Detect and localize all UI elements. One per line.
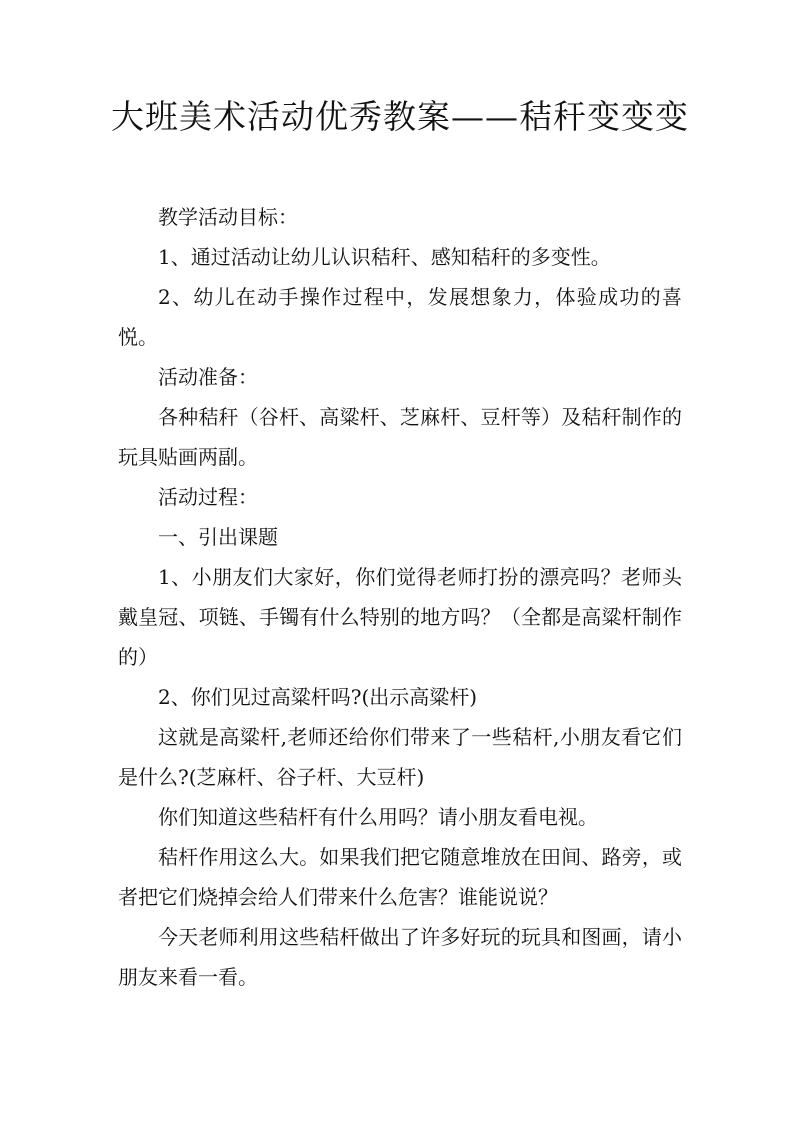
process-paragraph: 秸杆作用这么大。如果我们把它随意堆放在田间、路旁，或者把它们烧掉会给人们带来什么危害？谁能说说？ <box>118 845 682 909</box>
process-paragraph: 今天老师利用这些秸杆做出了许多好玩的玩具和图画，请小朋友来看一看。 <box>118 925 682 989</box>
section-heading-process: 活动过程： <box>158 485 258 509</box>
section-heading-preparation: 活动准备： <box>158 365 258 389</box>
section-heading-goals: 教学活动目标： <box>158 205 298 229</box>
process-paragraph: 2、你们见过高粱杆吗?(出示高粱杆) <box>158 685 478 709</box>
process-paragraph: 1、小朋友们大家好，你们觉得老师打扮的漂亮吗？老师头戴皇冠、项链、手镯有什么特别的地方吗？（全都是高粱杆制作的） <box>118 565 682 669</box>
subsection-heading-intro: 一、引出课题 <box>158 525 278 549</box>
document-title: 大班美术活动优秀教案——秸秆变变变 <box>111 97 689 136</box>
document-body <box>118 197 682 997</box>
process-paragraph: 这就是高粱杆,老师还给你们带来了一些秸杆,小朋友看它们是什么?(芝麻杆、谷子杆、大豆杆) <box>118 725 682 789</box>
goal-item-2: 2、幼儿在动手操作过程中，发展想象力，体验成功的喜悦。 <box>118 285 682 349</box>
process-paragraph: 你们知道这些秸杆有什么用吗？请小朋友看电视。 <box>158 805 598 829</box>
preparation-paragraph: 各种秸秆（谷杆、高粱杆、芝麻杆、豆杆等）及秸秆制作的玩具贴画两副。 <box>118 405 682 469</box>
goal-item-1: 1、通过活动让幼儿认识秸秆、感知秸秆的多变性。 <box>158 245 611 269</box>
